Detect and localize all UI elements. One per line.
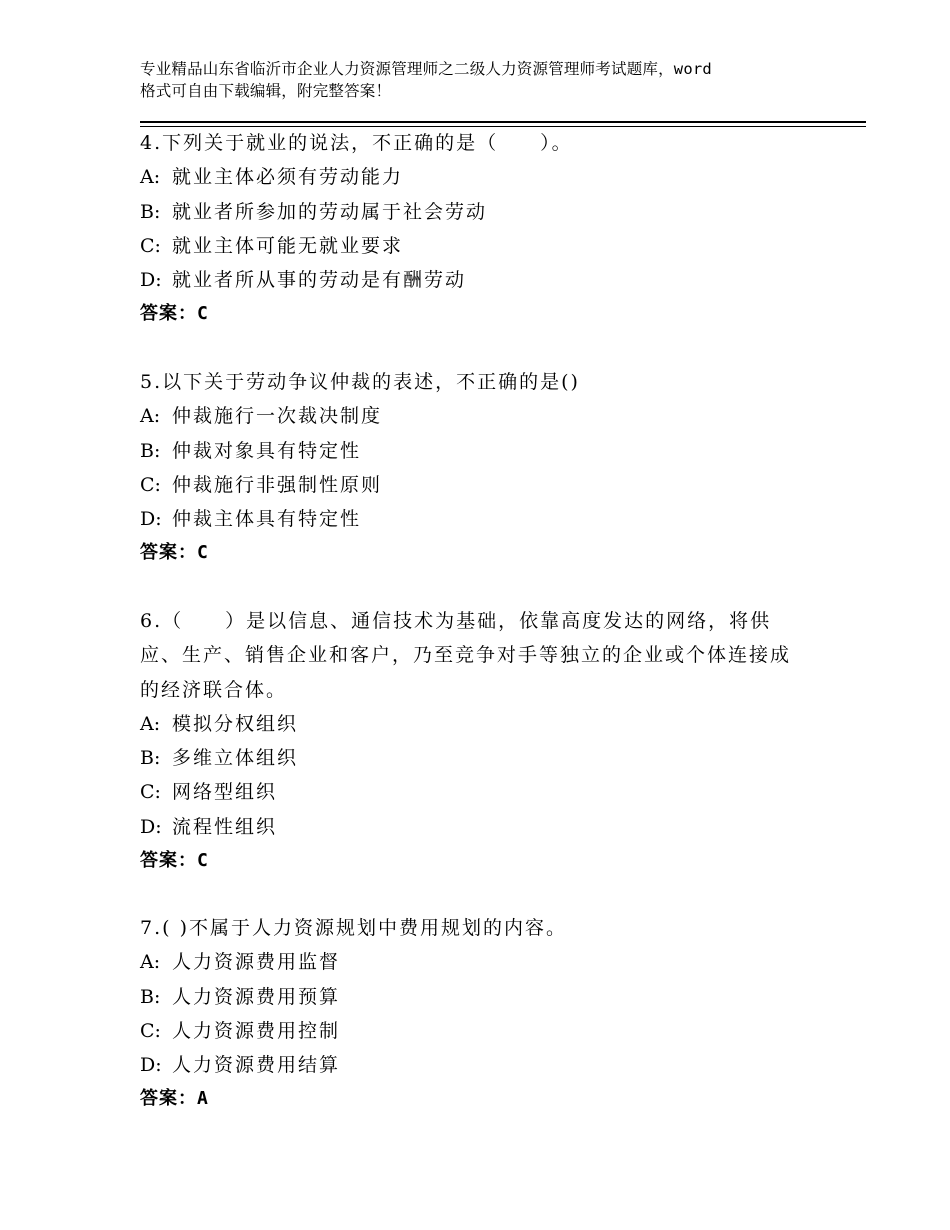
option-text: 模拟分权组织 xyxy=(172,712,299,735)
option-text: 就业主体可能无就业要求 xyxy=(172,234,404,257)
option-b xyxy=(140,980,810,1014)
option-text: 流程性组织 xyxy=(172,815,278,838)
option-d xyxy=(140,263,810,297)
option-letter: C: xyxy=(140,781,161,804)
option-letter: A: xyxy=(140,166,161,189)
question-6 xyxy=(140,604,805,878)
option-a xyxy=(140,160,810,194)
option-d xyxy=(140,810,805,844)
option-text: 网络型组织 xyxy=(172,781,278,804)
option-c xyxy=(140,229,810,263)
option-letter: B: xyxy=(140,439,161,462)
question-7 xyxy=(140,911,810,1117)
option-letter: B: xyxy=(140,985,161,1008)
option-c xyxy=(140,1014,810,1048)
option-b xyxy=(140,741,805,775)
answer-label: 答案：C xyxy=(140,303,209,325)
question-stem: 6.（ ）是以信息、通信技术为基础，依靠高度发达的网络，将供应、生产、销售企业和客户，乃至竞争对手等独立的企业或个体连接成的经济联合体。 xyxy=(140,610,792,701)
option-letter: C: xyxy=(140,473,161,496)
option-letter: C: xyxy=(140,234,161,257)
question-stem: 5.以下关于劳动争议仲裁的表述，不正确的是() xyxy=(140,371,580,393)
option-letter: D: xyxy=(140,269,162,292)
option-text: 人力资源费用结算 xyxy=(172,1054,341,1077)
option-letter: D: xyxy=(140,1054,162,1077)
option-text: 人力资源费用控制 xyxy=(172,1019,341,1042)
header-line-1: 专业精品山东省临沂市企业人力资源管理师之二级人力资源管理师考试题库，word xyxy=(140,60,712,78)
option-letter: D: xyxy=(140,508,162,531)
header-line-2: 格式可自由下载编辑，附完整答案！ xyxy=(140,82,392,100)
header-rule-thick xyxy=(140,121,866,123)
option-text: 仲裁主体具有特定性 xyxy=(172,508,362,531)
option-letter: A: xyxy=(140,951,161,974)
answer-label: 答案：A xyxy=(140,1088,209,1110)
option-letter: C: xyxy=(140,1019,161,1042)
question-stem: 4.下列关于就业的说法，不正确的是（ ）。 xyxy=(140,132,573,154)
option-text: 多维立体组织 xyxy=(172,747,299,770)
option-letter: D: xyxy=(140,815,162,838)
option-text: 就业主体必须有劳动能力 xyxy=(172,166,404,189)
option-d xyxy=(140,502,810,536)
option-b xyxy=(140,195,810,229)
option-text: 就业者所从事的劳动是有酬劳动 xyxy=(172,269,467,292)
option-b xyxy=(140,434,810,468)
answer-label: 答案：C xyxy=(140,542,209,564)
option-text: 仲裁施行一次裁决制度 xyxy=(172,405,383,428)
option-letter: A: xyxy=(140,712,161,735)
option-a xyxy=(140,707,805,741)
answer-label: 答案：C xyxy=(140,850,209,872)
option-letter: B: xyxy=(140,200,161,223)
option-text: 仲裁施行非强制性原则 xyxy=(172,473,383,496)
option-a xyxy=(140,399,810,433)
document-header xyxy=(140,58,830,102)
question-stem: 7.( )不属于人力资源规划中费用规划的内容。 xyxy=(140,917,567,939)
option-text: 人力资源费用监督 xyxy=(172,951,341,974)
option-letter: B: xyxy=(140,747,161,770)
option-text: 就业者所参加的劳动属于社会劳动 xyxy=(172,200,488,223)
option-text: 仲裁对象具有特定性 xyxy=(172,439,362,462)
question-5 xyxy=(140,365,810,571)
option-d xyxy=(140,1048,810,1082)
option-c xyxy=(140,468,810,502)
option-text: 人力资源费用预算 xyxy=(172,985,341,1008)
option-c xyxy=(140,775,805,809)
option-letter: A: xyxy=(140,405,161,428)
question-4 xyxy=(140,126,810,332)
option-a xyxy=(140,945,810,979)
